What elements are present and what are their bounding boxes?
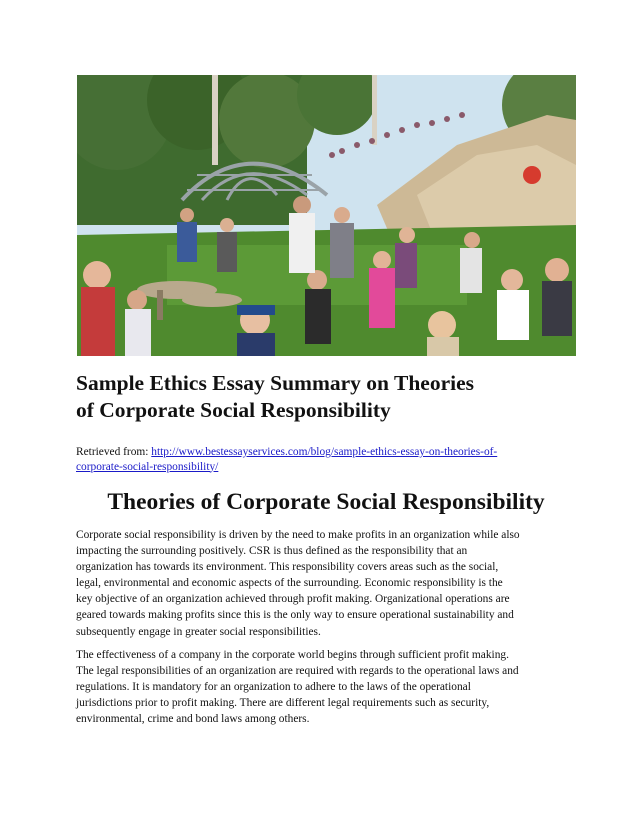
body-paragraph [76, 527, 576, 640]
paragraph-line: impacting the surrounding positively. CSR is thus defined as the responsibility that an [76, 545, 468, 558]
source-citation [76, 445, 576, 474]
body-paragraph [76, 647, 576, 727]
document-title-line: Sample Ethics Essay Summary on Theories [76, 371, 474, 395]
paragraph-line: jurisdictions prior to profit making. There are different legal requirements such as security, [76, 697, 490, 710]
paragraph-line: The legal responsibilities of an organization are required with regards to the operational laws and [76, 665, 519, 678]
paragraph-line: subsequently engage in greater social responsibilities. [76, 625, 321, 638]
section-heading: Theories of Corporate Social Responsibility [107, 489, 545, 515]
park-crowd-image [77, 75, 576, 356]
paragraph-line: organization has towards its environment. This responsibility covers areas such as the social, [76, 561, 499, 574]
paragraph-line: geared towards making profits since this is the only way to ensure operational sustainability and [76, 609, 514, 622]
paragraph-line: environmental, crime and bond laws among others. [76, 713, 310, 726]
source-label: Retrieved from: [76, 446, 152, 458]
paragraph-line: regulations. It is mandatory for an organization to adhere to the laws of the operational [76, 681, 471, 694]
header-photo [77, 75, 576, 356]
paragraph-line: legal, environmental and economic aspects of the surrounding. Economic responsibility is the [76, 577, 503, 590]
paragraph-line: key objective of an organization achieved through profit making. Organizational operations are [76, 593, 510, 606]
document-title [76, 370, 576, 424]
paragraph-line: The effectiveness of a company in the corporate world begins through sufficient profit making. [76, 649, 509, 661]
source-link[interactable]: http://www.bestessayservices.com/blog/sample-ethics-essay-on-theories-of- [151, 446, 498, 458]
source-link-continued[interactable]: corporate-social-responsibility/ [76, 460, 219, 473]
document-title-line: of Corporate Social Responsibility [76, 398, 391, 422]
paragraph-line: Corporate social responsibility is driven by the need to make profits in an organization while also [76, 529, 520, 541]
